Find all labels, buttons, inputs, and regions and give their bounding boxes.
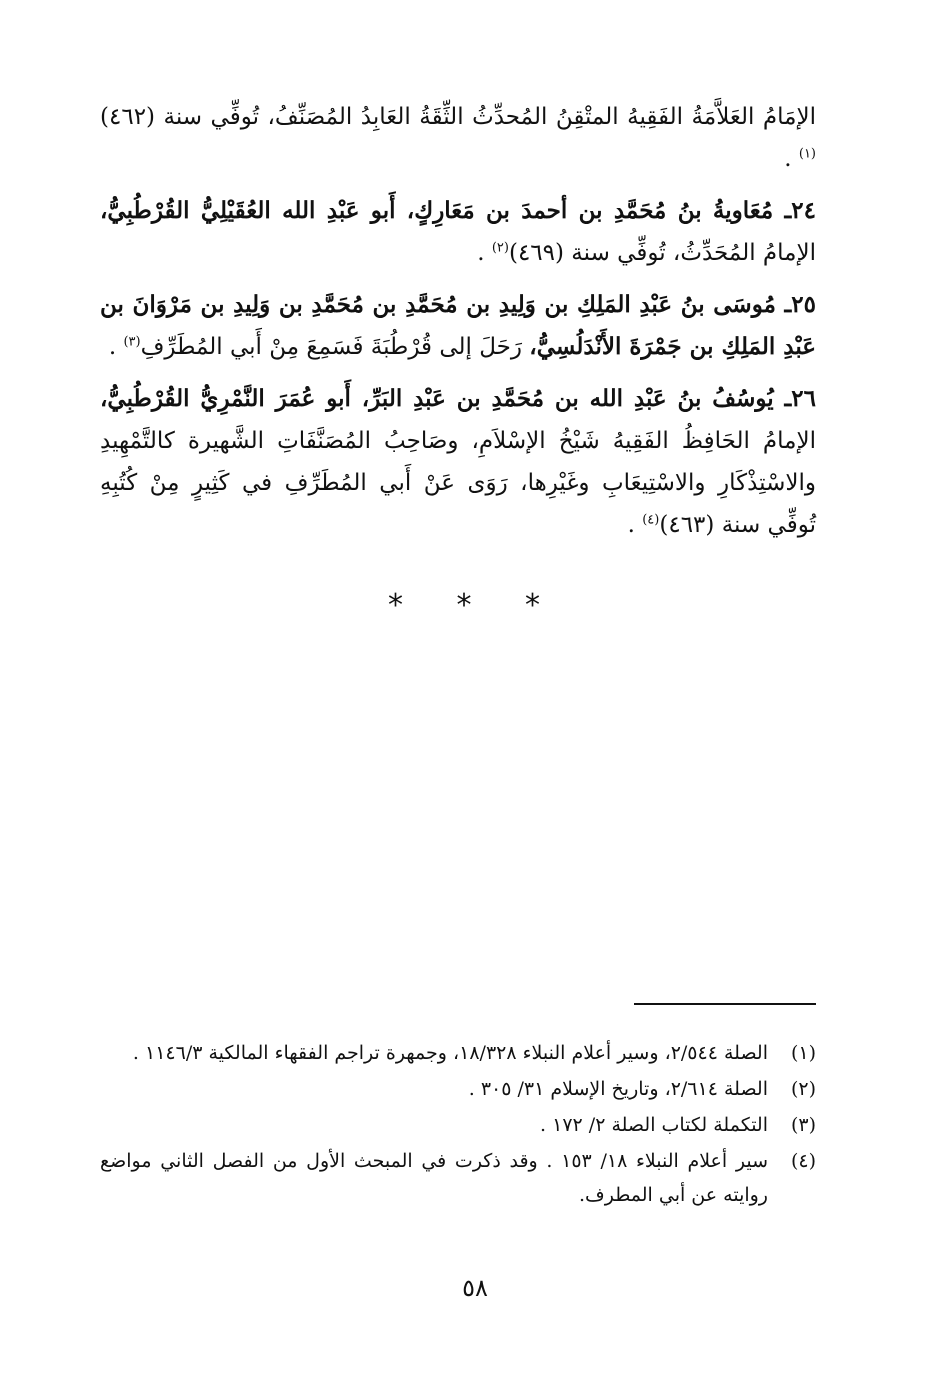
entry-number: ٢٥ـ [784,291,816,318]
entry-name: مُعَاويةُ بنُ مُحَمَّدِ بن أحمدَ بن مَعَارِكٍ، أَبو عَبْدِ الله العُقَيْلِيُّ القُرْطُبِيُّ، [100,197,785,224]
entry-end: . [627,512,643,538]
main-text [100,96,816,556]
entry-name: يُوسُفُ بنُ عَبْدِ الله بن مُحَمَّدِ بن عَبْدِ البَرِّ، أَبو عُمَرَ النَّمْرِيُّ القُرْطُبِيُّ، [100,385,785,412]
footnote-ref-2[interactable]: (٢) [491,240,509,256]
entry-continued-text: الإمَامُ العَلاَّمَةُ الفَقِيهُ المتْقِنُ المُحدِّثُ الثِّقَةُ العَابِدُ المُصَنِّفُ، تُوفِّي سنة (٤٦٢) [100,104,816,130]
footnote-text: سير أعلام النبلاء ١٨/ ١٥٣ . وقد ذكرت في المبحث الأول من الفصل الثاني مواضع روايته عن أبي المطرف. [100,1150,768,1206]
entry-25 [100,284,816,368]
footnote-text: التكملة لكتاب الصلة ٢/ ١٧٢ . [540,1114,768,1136]
footnote-text: الصلة ٢/٥٤٤، وسير أعلام النبلاء ١٨/٣٢٨، وجمهرة تراجم الفقهاء المالكية ١١٤٦/٣ . [132,1042,768,1064]
entry-26 [100,378,816,546]
entry-name: مُوسَى بنُ عَبْدِ المَلِكِ بن وَلِيدِ بن مُحَمَّدِ بن مُحَمَّدِ بن وَلِيدِ بن مَرْوَانَ بن عَبْدِ المَلِكِ بن جَمْرَةَ الأَنْدَلُسِيُّ، [100,291,816,360]
footnote-3 [100,1108,816,1142]
entry-continued [100,96,816,180]
footnote-text: الصلة ٢/٦١٤، وتاريخ الإسلام ٣١/ ٣٠٥ . [468,1078,768,1100]
footnote-number: (٢) [790,1078,816,1100]
footnote-1 [100,1036,816,1070]
footnote-ref-3[interactable]: (٣) [123,334,141,350]
footnote-number: (١) [790,1042,816,1064]
entry-end: . [784,146,799,172]
footnote-4 [100,1144,816,1212]
entry-number: ٢٤ـ [784,197,816,224]
footnote-ref-4[interactable]: (٤) [642,512,660,528]
footnote-number: (٣) [790,1114,816,1136]
entry-text: الإمامُ الحَافِظُ الفَقِيهُ شَيْخُ الإسْلاَمِ، وصَاحِبُ المُصَنَّفَاتِ الشَّهيرة كالتَّمْهِيدِ والاسْتِذْكَارِ والاسْتِيعَابِ وغَيْرِها، رَوَى عَنْ أَبي المُطَرِّفِ في كَثِيرٍ مِنْ كُتُبِهِ تُوفِّي سنة (٤٦٣) [100,428,816,538]
footnote-number: (٤) [790,1150,816,1172]
entry-text: الإمامُ المُحَدِّثُ، تُوفِّي سنة (٤٦٩) [508,240,816,266]
footnote-divider [634,1003,816,1005]
footnote-2 [100,1072,816,1106]
section-break-asterisks: * * * [387,588,563,623]
footnotes [100,1036,816,1214]
entry-text: رَحَلَ إلى قُرْطُبَةَ فَسَمِعَ مِنْ أَبي المُطَرِّفِ [140,334,530,360]
footnote-ref-1[interactable]: (١) [798,146,816,162]
entry-24 [100,190,816,274]
page-number: ٥٨ [462,1274,488,1302]
entry-number: ٢٦ـ [784,385,816,412]
entry-end: . [108,334,124,360]
entry-end: . [477,240,492,266]
